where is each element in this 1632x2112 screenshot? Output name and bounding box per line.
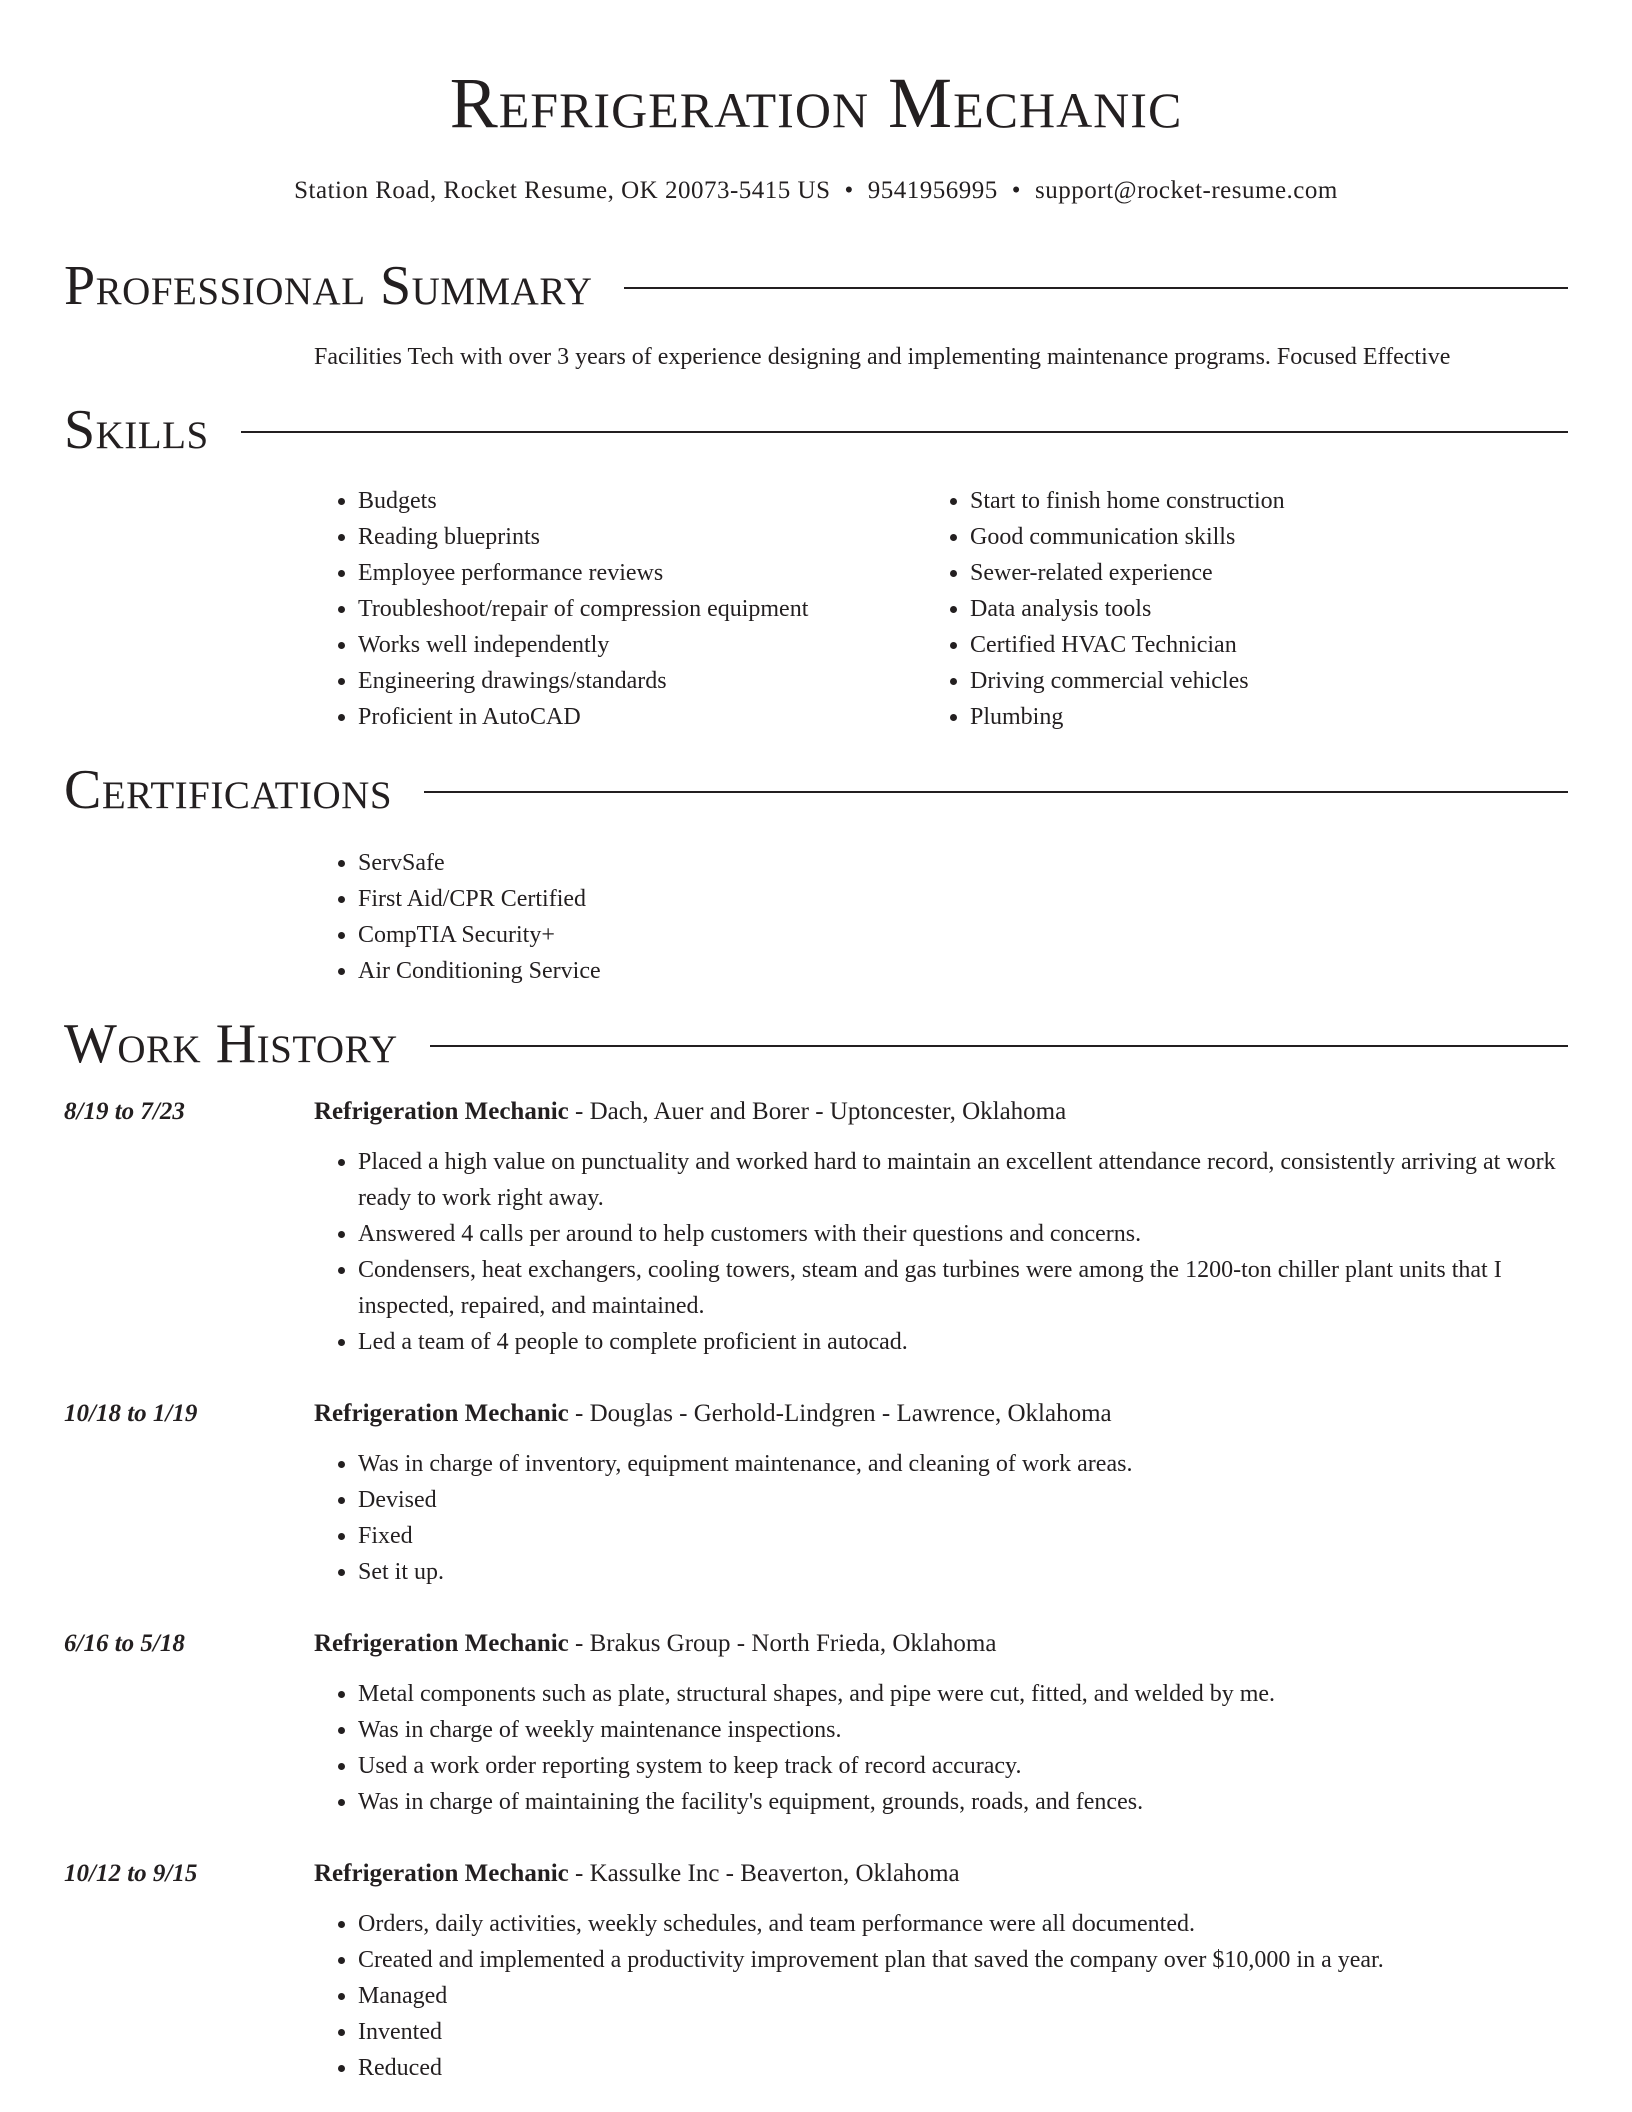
candidate-name: Refrigeration Mechanic — [449, 63, 1183, 143]
skill-item: • Good communication skills — [970, 519, 1285, 555]
job-duty-item: • Led a team of 4 people to complete proficient in autocad. — [358, 1324, 1568, 1360]
job-duties — [314, 1906, 1568, 2086]
skill-item: • Engineering drawings/standards — [358, 663, 808, 699]
skills-heading: Skills — [64, 399, 209, 461]
summary-text: Facilities Tech with over 3 years of experience designing and implementing maintenance programs. Focused Effective — [314, 344, 1451, 370]
job-dates: 10/12 to 9/15 — [64, 1860, 198, 1887]
job-duty-item: • Was in charge of inventory, equipment maintenance, and cleaning of work areas. — [358, 1446, 1568, 1482]
skill-item: • Works well independently — [358, 627, 808, 663]
job-duty-item: • Placed a high value on punctuality and worked hard to maintain an excellent attendance record, consistently arriving at work ready to work right away. — [358, 1144, 1568, 1216]
job-duty-item: • Answered 4 calls per around to help customers with their questions and concerns. — [358, 1216, 1568, 1252]
job-duty-item: • Condensers, heat exchangers, cooling towers, steam and gas turbines were among the 1200-ton chiller plant units that I inspected, repaired, and maintained. — [358, 1252, 1568, 1324]
job-title-line — [314, 1094, 1066, 1130]
skill-item: • Budgets — [358, 483, 808, 519]
job-dates: 10/18 to 1/19 — [64, 1400, 198, 1427]
section-divider — [424, 791, 1568, 793]
skill-item: • Start to finish home construction — [970, 483, 1285, 519]
work-history-heading: Work History — [64, 1013, 398, 1075]
section-divider — [241, 431, 1568, 433]
certification-item: • ServSafe — [358, 845, 601, 881]
skills-section-header — [64, 400, 1568, 460]
job-employer-location: - Kassulke Inc - Beaverton, Oklahoma — [568, 1860, 960, 1887]
job-dates: 8/19 to 7/23 — [64, 1098, 185, 1125]
job-title-line — [314, 1626, 996, 1662]
job-title: Refrigeration Mechanic — [314, 1098, 569, 1125]
contact-separator: • — [844, 177, 854, 204]
job-duty-item: • Reduced — [358, 2050, 1568, 2086]
skill-item: • Plumbing — [970, 699, 1285, 735]
job-title: Refrigeration Mechanic — [314, 1860, 569, 1887]
job-duty-item: • Used a work order reporting system to keep track of record accuracy. — [358, 1748, 1568, 1784]
contact-separator: • — [1011, 177, 1022, 204]
work-history-section-header — [64, 1014, 1568, 1074]
job-duties — [314, 1446, 1568, 1590]
contact-address: Station Road, Rocket Resume, OK 20073-5415 US — [294, 177, 831, 204]
job-employer-location: - Brakus Group - North Frieda, Oklahoma — [568, 1630, 997, 1657]
skills-column-right — [926, 483, 1285, 735]
job-duty-item: • Fixed — [358, 1518, 1568, 1554]
contact-line — [0, 174, 1632, 208]
job-title-line — [314, 1396, 1112, 1432]
section-divider — [430, 1045, 1568, 1047]
skill-item: • Troubleshoot/repair of compression equipment — [358, 591, 808, 627]
skill-item: • Proficient in AutoCAD — [358, 699, 808, 735]
job-duty-item: • Managed — [358, 1978, 1568, 2014]
contact-email: support@rocket-resume.com — [1035, 177, 1338, 204]
job-duty-item: • Was in charge of weekly maintenance inspections. — [358, 1712, 1568, 1748]
certifications-heading: Certifications — [64, 759, 393, 821]
skill-item: • Data analysis tools — [970, 591, 1285, 627]
job-duty-item: • Devised — [358, 1482, 1568, 1518]
job-duty-item: • Invented — [358, 2014, 1568, 2050]
contact-phone: 9541956995 — [867, 177, 998, 204]
job-employer-location: - Dach, Auer and Borer - Uptoncester, Oklahoma — [568, 1098, 1067, 1125]
job-duties — [314, 1676, 1568, 1820]
job-title-line — [314, 1856, 960, 1892]
summary-heading: Professional Summary — [64, 255, 593, 317]
skill-item: • Driving commercial vehicles — [970, 663, 1285, 699]
job-duty-item: • Created and implemented a productivity improvement plan that saved the company over $10,000 in a year. — [358, 1942, 1568, 1978]
job-employer-location: - Douglas - Gerhold-Lindgren - Lawrence, Oklahoma — [568, 1400, 1112, 1427]
job-title: Refrigeration Mechanic — [314, 1400, 569, 1427]
certifications-section-header — [64, 760, 1568, 820]
job-duties — [314, 1144, 1568, 1360]
skill-item: • Certified HVAC Technician — [970, 627, 1285, 663]
job-duty-item: • Orders, daily activities, weekly schedules, and team performance were all documented. — [358, 1906, 1568, 1942]
job-duty-item: • Set it up. — [358, 1554, 1568, 1590]
skill-item: • Reading blueprints — [358, 519, 808, 555]
certification-item: • First Aid/CPR Certified — [358, 881, 601, 917]
summary-section-header — [64, 256, 1568, 316]
section-divider — [624, 287, 1568, 289]
skills-column-left — [314, 483, 808, 735]
job-duty-item: • Metal components such as plate, structural shapes, and pipe were cut, fitted, and welded by me. — [358, 1676, 1568, 1712]
job-title: Refrigeration Mechanic — [314, 1630, 569, 1657]
certification-item: • CompTIA Security+ — [358, 917, 601, 953]
skill-item: • Sewer-related experience — [970, 555, 1285, 591]
certifications-list — [314, 845, 601, 989]
job-duty-item: • Was in charge of maintaining the facility's equipment, grounds, roads, and fences. — [358, 1784, 1568, 1820]
skill-item: • Employee performance reviews — [358, 555, 808, 591]
job-dates: 6/16 to 5/18 — [64, 1630, 185, 1657]
certification-item: • Air Conditioning Service — [358, 953, 601, 989]
